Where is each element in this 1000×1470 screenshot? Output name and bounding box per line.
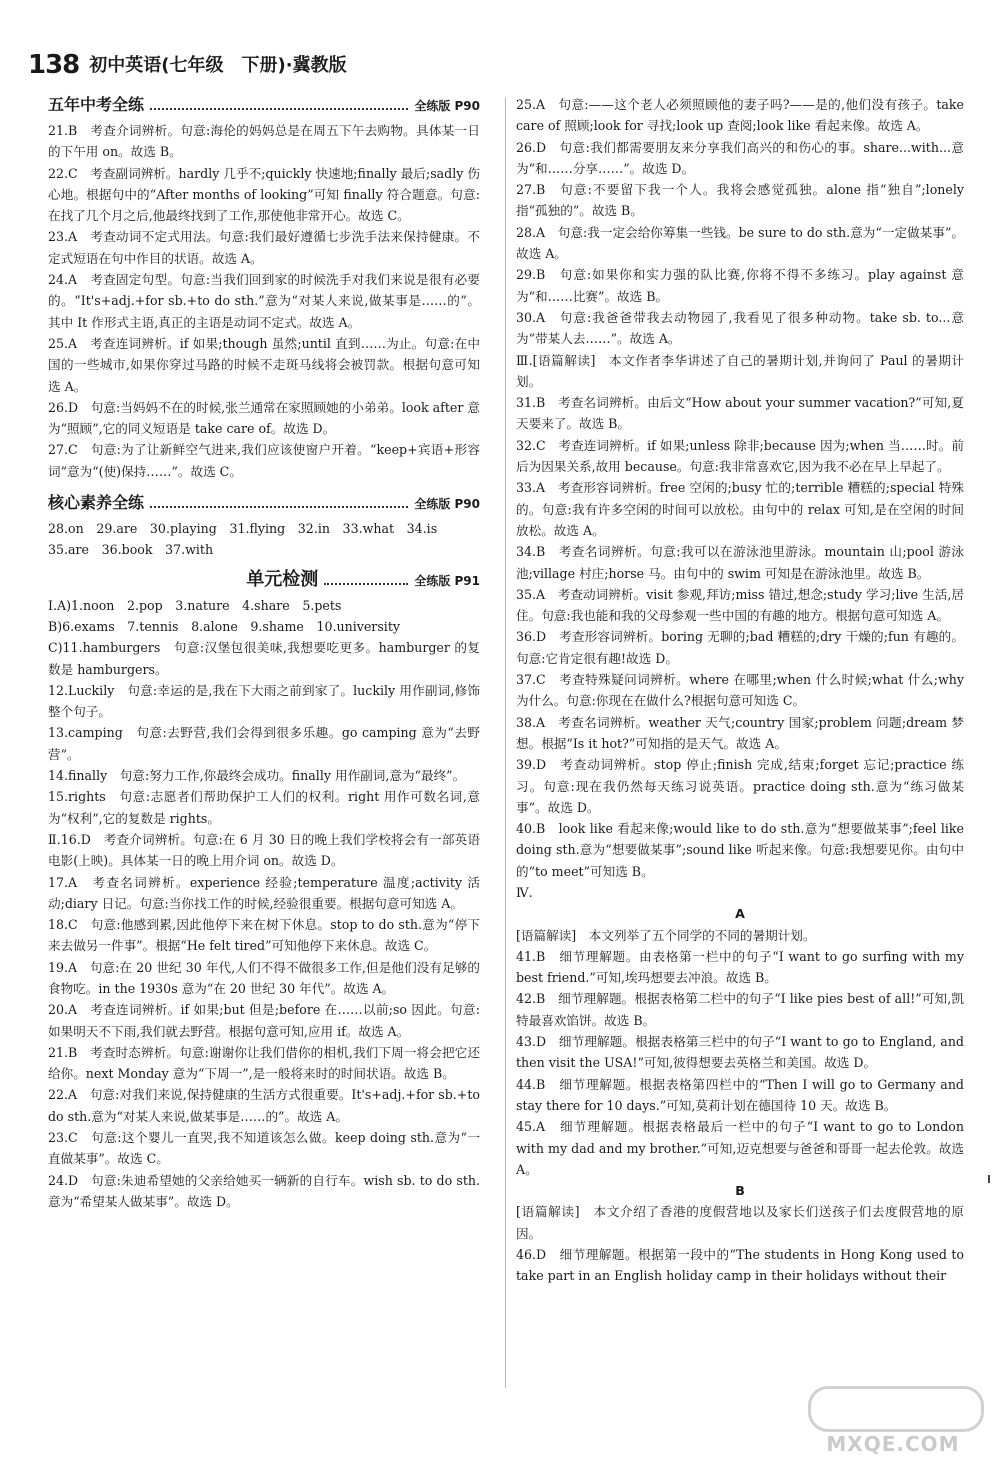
answer-row: Ⅰ.A)1.noon 2.pop 3.nature 4.share 5.pets	[48, 597, 342, 613]
answer-item: 22.C 考查副词辨析。hardly 几乎不;quickly 快速地;finally 最后;sadly 伤心地。根据句中的“After months of looking”可知 finally 符合题意。句意:在找了几个月之后,他最终找到了工作,那使他非常开心。故选 C。	[48, 165, 480, 224]
answer-row: 35.are 36.book 37.with	[48, 542, 214, 558]
page-number: 138	[28, 50, 80, 80]
answer-item: 32.C 考查连词辨析。if 如果;unless 除非;because 因为;when 当……时。前后为因果关系,故用 because。句意:我非常喜欢它,因为我不必在早上早起了。	[516, 437, 964, 475]
answer-item: 29.B 句意:如果你和实力强的队比赛,你将不得不多练习。play against 意为“和……比赛”。故选 B。	[516, 267, 964, 304]
answer-item: 40.B look like 看起来像;would like to do sth.意为“想要做某事”;feel like doing sth.意为“想要做某事”;sound like 听起来像。句意:我想要见你。由句中的“to meet”可知选 B。	[516, 821, 964, 879]
answer-item: 28.A 句意:我一定会给你筹集一些钱。be sure to do sth.意为“一定做某事”。故选 A。	[516, 224, 964, 262]
answer-item: C)11.hamburgers 句意:汉堡包很美味,我想要吃更多。hamburger 的复数是 hamburgers。	[48, 640, 480, 677]
answer-item: 19.A 句意:在 20 世纪 30 年代,人们不得不做很多工作,但是他们没有足够的食物吃。in the 1930s 意为“在 20 世纪 30 年代”。故选 A。	[48, 959, 480, 996]
answer-item: 35.A 考查动词辨析。visit 参观,拜访;miss 错过,想念;study 学习;live 生活,居住。句意:我也能和我的父母参观一些中国的有趣的地方。根据句意可知选 A。	[516, 586, 964, 624]
answer-item: 31.B 考查名词辨析。由后文“How about your summer vacation?”可知,夏天要来了。故选 B。	[516, 395, 964, 432]
right-column	[516, 94, 964, 1287]
answer-item: 24.D 句意:朱迪希望她的父亲给她买一辆新的自行车。wish sb. to do sth.意为“希望某人做某事”。故选 D。	[48, 1172, 480, 1209]
answer-item: 23.C 句意:这个婴儿一直哭,我不知道该怎么做。keep doing sth.意为“一直做某事”。故选 C。	[48, 1130, 480, 1167]
watermark-logo-icon	[808, 1386, 984, 1432]
answer-item: 44.B 细节理解题。根据表格第四栏中的“Then I will go to Germany and stay there for 10 days.”可知,莫莉计划在德国待 10 天。故选 B。	[516, 1076, 964, 1113]
watermark	[808, 1386, 978, 1456]
part-label: A	[735, 906, 745, 922]
page-header	[28, 40, 347, 80]
answer-item: 20.A 考查连词辨析。if 如果;but 但是;before 在……以前;so 因此。句意:如果明天不下雨,我们就去野营。根据句意可知,应用 if。故选 A。	[48, 1002, 480, 1039]
section-title: 单元检测	[246, 568, 319, 590]
section-header-unit-test	[48, 569, 480, 595]
answer-item: 39.D 考查动词辨析。stop 停止;finish 完成,结束;forget 忘记;practice 练习。句意:现在我仍然每天练习说英语。practice doing sth.意为“练习做某事”。故选 D。	[516, 757, 964, 815]
section-page-ref: 全练版 P91	[414, 573, 480, 588]
leader-dots	[150, 98, 408, 110]
answer-item: 30.A 句意:我爸爸带我去动物园了,我看见了很多种动物。take sb. to...意为“带某人去……”。故选 A。	[516, 309, 964, 347]
answer-item: 33.A 考查形容词辨析。free 空闲的;busy 忙的;terrible 糟糕的;special 特殊的。句意:我有许多空闲的时间可以放松。由句中的 relax 可知,是在空闲的时间放松。故选 A。	[516, 480, 964, 538]
answer-item: 22.A 句意:对我们来说,保持健康的生活方式很重要。It's+adj.+for sb.+to do sth.意为“对某人来说,做某事是……的”。故选 A。	[48, 1087, 480, 1124]
answer-item: 25.A 考查连词辨析。if 如果;though 虽然;until 直到……为止。句意:在中国的一些城市,如果你穿过马路的时候不走斑马线将会被罚款。根据句意可知选 A。	[48, 335, 480, 394]
passage-intro: Ⅲ.[语篇解读] 本文作者李华讲述了自己的暑期计划,并询问了 Paul 的暑期计划。	[516, 352, 964, 389]
edge-mark	[988, 1175, 990, 1183]
section-page-ref: 全练版 P90	[414, 99, 480, 113]
section-header-hexin	[48, 492, 480, 518]
passage-intro: [语篇解读] 本文列举了五个同学的不同的暑期计划。	[516, 927, 816, 943]
answer-item: 46.D 细节理解题。根据第一段中的“The students in Hong Kong used to take part in an English holiday camp in their holidays without their	[516, 1247, 964, 1284]
answer-item: 27.C 句意:为了让新鲜空气进来,我们应该使窗户开着。“keep+宾语+形容词”意为“(使)保持……”。故选 C。	[48, 442, 480, 479]
answer-item: 18.C 句意:他感到累,因此他停下来在树下休息。stop to do sth.意为“停下来去做另一件事”。根据“He felt tired”可知他停下来休息。故选 C。	[48, 917, 480, 954]
column-divider	[505, 98, 506, 1388]
answer-row: 28.on 29.are 30.playing 31.flying 32.in 33.what 34.is	[48, 521, 438, 537]
passage-intro: [语篇解读] 本文介绍了香港的度假营地以及家长们送孩子们去度假营地的原因。	[516, 1204, 964, 1241]
answer-item: 25.A 句意:——这个老人必须照顾他的妻子吗?——是的,他们没有孩子。take care of 照顾;look for 寻找;look up 查阅;look like 看起来像。故选 A。	[516, 97, 964, 134]
section-page-ref: 全练版 P90	[414, 497, 480, 512]
answer-item: 14.finally 句意:努力工作,你最终会成功。finally 用作副词,意为“最终”。	[48, 768, 466, 784]
answer-item: 12.Luckily 句意:幸运的是,我在下大雨之前到家了。luckily 用作副词,修饰整个句子。	[48, 682, 480, 720]
leader-dots	[324, 573, 408, 585]
left-column	[48, 94, 480, 1212]
section-title: 核心素养全练	[48, 493, 145, 513]
answer-item: 34.B 考查名词辨析。句意:我可以在游泳池里游泳。mountain 山;pool 游泳池;village 村庄;horse 马。由句中的 swim 可知是在游泳池里。故选 B。	[516, 544, 964, 581]
answer-item: 26.D 句意:我们都需要朋友来分享我们高兴的和伤心的事。share...with...意为“和……分享……”。故选 D。	[516, 139, 964, 176]
answer-item: 36.D 考查形容词辨析。boring 无聊的;bad 糟糕的;dry 干燥的;fun 有趣的。句意:它肯定很有趣!故选 D。	[516, 629, 964, 666]
book-title: 初中英语(七年级 下册)·冀教版	[89, 55, 347, 76]
answer-item: 21.B 考查介词辨析。句意:海伦的妈妈总是在周五下午去购物。具体某一日的下午用 on。故选 B。	[48, 123, 480, 160]
answer-item: 23.A 考查动词不定式用法。句意:我们最好遵循七步洗手法来保持健康。不定式短语在句中作目的状语。故选 A。	[48, 229, 480, 266]
answer-item: 24.A 考查固定句型。句意:当我们回到家的时候洗手对我们来说是很有必要的。“It's+adj.+for sb.+to do sth.”意为“对某人来说,做某事是……的”。其中 It 作形式主语,真正的主语是动词不定式。故选 A。	[48, 272, 480, 330]
answer-item: 17.A 考查名词辨析。experience 经验;temperature 温度;activity 活动;diary 日记。句意:当你找工作的时候,经验很重要。根据句意可知选 A。	[48, 874, 480, 911]
answer-item: 37.C 考查特殊疑问词辨析。where 在哪里;when 什么时候;what 什么;why 为什么。句意:你现在在做什么?根据句意可知选 C。	[516, 672, 964, 709]
answer-item: 43.D 细节理解题。根据表格第三栏中的句子“I want to go to England, and then visit the USA!”可知,彼得想要去英格兰和美国。故选 D。	[516, 1034, 964, 1071]
answer-item: 21.B 考查时态辨析。句意:谢谢你让我们借你的相机,我们下周一将会把它还给你。next Monday 意为“下周一”,是一般将来时的时间状语。故选 B。	[48, 1044, 480, 1082]
answer-item: 15.rights 句意:志愿者们帮助保护工人们的权利。right 用作可数名词,意为“权利”,它的复数是 rights。	[48, 789, 480, 826]
leader-dots	[150, 496, 408, 508]
answer-row: B)6.exams 7.tennis 8.alone 9.shame 10.university	[48, 618, 400, 634]
part-label: B	[735, 1183, 745, 1199]
watermark-text: MXQE.COM	[826, 1432, 960, 1456]
answer-item: 38.A 考查名词辨析。weather 天气;country 国家;problem 问题;dream 梦想。根据“Is it hot?”可知指的是天气。故选 A。	[516, 714, 964, 751]
answer-item: 42.B 细节理解题。根据表格第二栏中的句子“I like pies best of all!”可知,凯特最喜欢馅饼。故选 B。	[516, 991, 964, 1028]
section-title: 五年中考全练	[48, 95, 145, 114]
section-header-zhongkao	[48, 94, 480, 120]
section-label: Ⅳ.	[516, 884, 533, 900]
answer-item: 27.B 句意:不要留下我一个人。我将会感觉孤独。alone 指“独自”;lonely 指“孤独的”。故选 B。	[516, 182, 964, 219]
answer-item: 41.B 细节理解题。由表格第一栏中的句子“I want to go surfing with my best friend.”可知,埃玛想要去冲浪。故选 B。	[516, 948, 964, 986]
answer-item: 13.camping 句意:去野营,我们会得到很多乐趣。go camping 意为“去野营”。	[48, 725, 480, 762]
answer-item: Ⅱ.16.D 考查介词辨析。句意:在 6 月 30 日的晚上我们学校将会有一部英语电影(上映)。具体某一日的晚上用介词 on。故选 D。	[48, 831, 480, 869]
answer-item: 45.A 细节理解题。根据表格最后一栏中的句子“I want to go to London with my dad and my brother.”可知,迈克想要与爸爸和哥哥一起去伦敦。故选 A。	[516, 1119, 964, 1177]
answer-item: 26.D 句意:当妈妈不在的时候,张兰通常在家照顾她的小弟弟。look after 意为“照顾”,它的同义短语是 take care of。故选 D。	[48, 399, 480, 437]
